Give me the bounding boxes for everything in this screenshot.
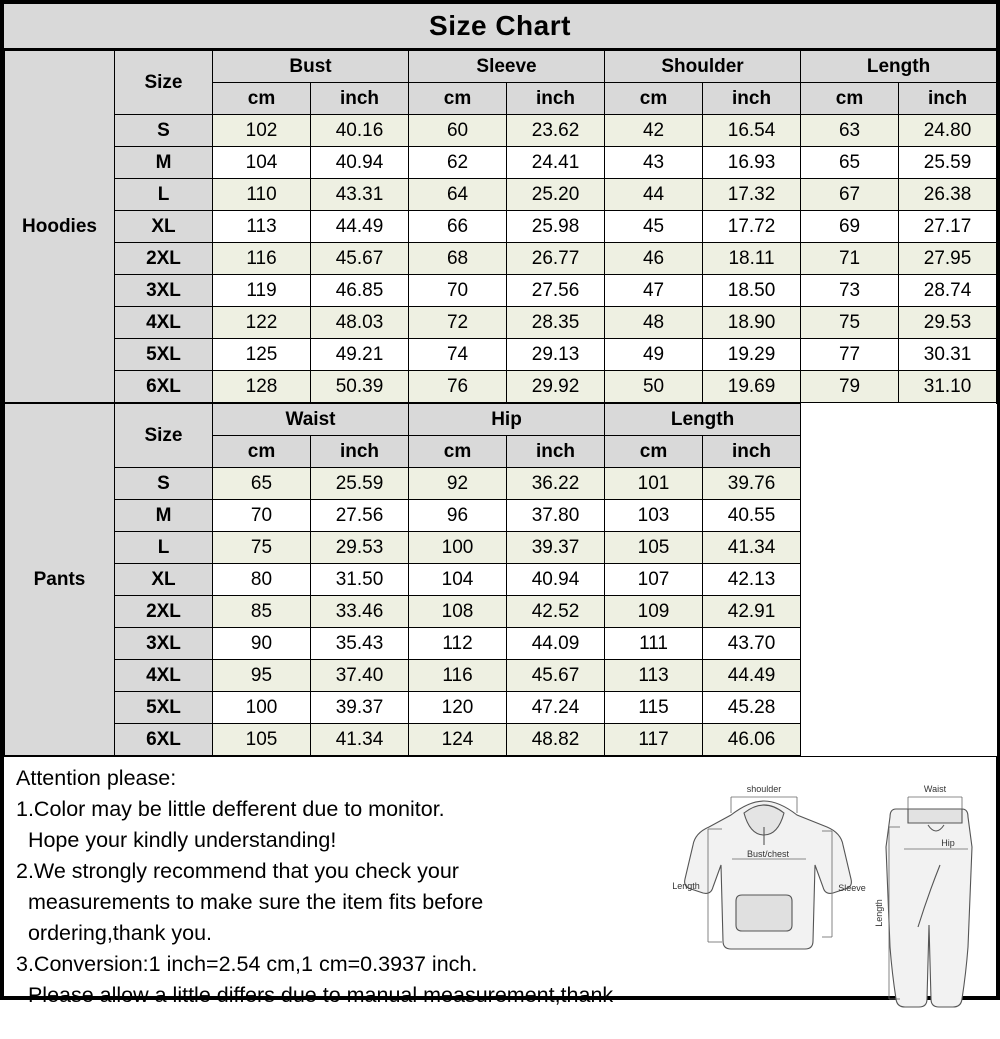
pants-header-row-1 xyxy=(5,404,997,436)
cell-value: 48 xyxy=(605,307,703,339)
cell-value: 41.34 xyxy=(703,532,801,564)
row-size: 4XL xyxy=(115,660,213,692)
pants-unit-length-inch: inch xyxy=(703,436,801,468)
cell-value: 116 xyxy=(213,243,311,275)
cell-value: 62 xyxy=(409,147,507,179)
cell-value: 17.32 xyxy=(703,179,801,211)
cell-value: 31.50 xyxy=(311,564,409,596)
cell-value: 46 xyxy=(605,243,703,275)
cell-value: 44.49 xyxy=(311,211,409,243)
cell-value: 27.56 xyxy=(507,275,605,307)
cell-value: 42.13 xyxy=(703,564,801,596)
cell-value: 73 xyxy=(801,275,899,307)
cell-value: 24.80 xyxy=(899,115,997,147)
pants-measure-hip: Hip xyxy=(409,404,605,436)
cell-value: 48.03 xyxy=(311,307,409,339)
cell-value: 43.31 xyxy=(311,179,409,211)
pants-empty-area xyxy=(801,404,997,756)
cell-value: 42 xyxy=(605,115,703,147)
cell-value: 103 xyxy=(605,500,703,532)
pants-table xyxy=(4,403,997,756)
cell-value: 65 xyxy=(801,147,899,179)
row-size: M xyxy=(115,147,213,179)
row-size: S xyxy=(115,468,213,500)
table-row xyxy=(5,211,997,243)
cell-value: 28.35 xyxy=(507,307,605,339)
cell-value: 105 xyxy=(213,724,311,756)
cell-value: 95 xyxy=(213,660,311,692)
cell-value: 40.16 xyxy=(311,115,409,147)
cell-value: 26.38 xyxy=(899,179,997,211)
table-row xyxy=(5,307,997,339)
cell-value: 124 xyxy=(409,724,507,756)
cell-value: 96 xyxy=(409,500,507,532)
hoodies-measure-shoulder: Shoulder xyxy=(605,51,801,83)
table-row xyxy=(5,115,997,147)
hoodies-size-header: Size xyxy=(115,51,213,115)
attention-section xyxy=(4,756,996,1039)
attention-heading: Attention please: xyxy=(16,766,177,790)
cell-value: 48.82 xyxy=(507,724,605,756)
cell-value: 27.95 xyxy=(899,243,997,275)
hoodies-unit-bust-inch: inch xyxy=(311,83,409,115)
cell-value: 29.13 xyxy=(507,339,605,371)
cell-value: 49.21 xyxy=(311,339,409,371)
cell-value: 16.54 xyxy=(703,115,801,147)
cell-value: 25.20 xyxy=(507,179,605,211)
cell-value: 42.52 xyxy=(507,596,605,628)
cell-value: 45.67 xyxy=(507,660,605,692)
cell-value: 110 xyxy=(213,179,311,211)
cell-value: 27.17 xyxy=(899,211,997,243)
cell-value: 104 xyxy=(409,564,507,596)
cell-value: 42.91 xyxy=(703,596,801,628)
label-hoodie-length: Length xyxy=(672,881,700,891)
row-size: 2XL xyxy=(115,596,213,628)
cell-value: 44.09 xyxy=(507,628,605,660)
pants-size-header: Size xyxy=(115,404,213,468)
label-waist: Waist xyxy=(923,784,947,794)
cell-value: 31.10 xyxy=(899,371,997,403)
cell-value: 117 xyxy=(605,724,703,756)
cell-value: 92 xyxy=(409,468,507,500)
cell-value: 36.22 xyxy=(507,468,605,500)
cell-value: 39.76 xyxy=(703,468,801,500)
cell-value: 100 xyxy=(213,692,311,724)
cell-value: 18.50 xyxy=(703,275,801,307)
cell-value: 107 xyxy=(605,564,703,596)
cell-value: 112 xyxy=(409,628,507,660)
cell-value: 72 xyxy=(409,307,507,339)
cell-value: 26.77 xyxy=(507,243,605,275)
hoodies-measure-length: Length xyxy=(801,51,997,83)
cell-value: 116 xyxy=(409,660,507,692)
cell-value: 18.90 xyxy=(703,307,801,339)
cell-value: 44.49 xyxy=(703,660,801,692)
cell-value: 18.11 xyxy=(703,243,801,275)
cell-value: 27.56 xyxy=(311,500,409,532)
cell-value: 19.69 xyxy=(703,371,801,403)
cell-value: 41.34 xyxy=(311,724,409,756)
cell-value: 35.43 xyxy=(311,628,409,660)
cell-value: 47 xyxy=(605,275,703,307)
row-size: XL xyxy=(115,564,213,596)
cell-value: 39.37 xyxy=(311,692,409,724)
attention-line-2: Hope your kindly understanding! xyxy=(16,828,337,852)
row-size: L xyxy=(115,179,213,211)
cell-value: 79 xyxy=(801,371,899,403)
cell-value: 16.93 xyxy=(703,147,801,179)
cell-value: 74 xyxy=(409,339,507,371)
cell-value: 75 xyxy=(801,307,899,339)
pants-measure-length: Length xyxy=(605,404,801,436)
cell-value: 44 xyxy=(605,179,703,211)
cell-value: 66 xyxy=(409,211,507,243)
hoodies-measure-sleeve: Sleeve xyxy=(409,51,605,83)
label-sleeve: Sleeve xyxy=(838,883,866,893)
category-label-pants: Pants xyxy=(5,404,115,756)
table-row xyxy=(5,371,997,403)
cell-value: 29.53 xyxy=(311,532,409,564)
figures-svg xyxy=(656,767,986,1029)
hoodies-unit-length-inch: inch xyxy=(899,83,997,115)
cell-value: 76 xyxy=(409,371,507,403)
label-hip: Hip xyxy=(941,838,955,848)
attention-line-3: 2.We strongly recommend that you check your xyxy=(16,859,459,883)
label-bust: Bust/chest xyxy=(746,849,790,859)
cell-value: 40.94 xyxy=(311,147,409,179)
cell-value: 28.74 xyxy=(899,275,997,307)
cell-value: 80 xyxy=(213,564,311,596)
cell-value: 43 xyxy=(605,147,703,179)
cell-value: 122 xyxy=(213,307,311,339)
cell-value: 60 xyxy=(409,115,507,147)
attention-line-7: Please allow a little differs due to manual measurement,thank xyxy=(16,983,614,1007)
cell-value: 25.98 xyxy=(507,211,605,243)
hoodies-unit-length-cm: cm xyxy=(801,83,899,115)
cell-value: 50 xyxy=(605,371,703,403)
chart-title-bar xyxy=(4,4,996,50)
cell-value: 37.80 xyxy=(507,500,605,532)
category-label-hoodies: Hoodies xyxy=(5,51,115,403)
cell-value: 109 xyxy=(605,596,703,628)
cell-value: 68 xyxy=(409,243,507,275)
cell-value: 29.92 xyxy=(507,371,605,403)
cell-value: 37.40 xyxy=(311,660,409,692)
cell-value: 25.59 xyxy=(899,147,997,179)
cell-value: 120 xyxy=(409,692,507,724)
attention-line-6: 3.Conversion:1 inch=2.54 cm,1 cm=0.3937 inch. xyxy=(16,952,478,976)
hoodies-header-row-1 xyxy=(5,51,997,83)
cell-value: 67 xyxy=(801,179,899,211)
cell-value: 46.85 xyxy=(311,275,409,307)
cell-value: 24.41 xyxy=(507,147,605,179)
pants-unit-waist-cm: cm xyxy=(213,436,311,468)
row-size: L xyxy=(115,532,213,564)
hoodies-unit-shoulder-inch: inch xyxy=(703,83,801,115)
pants-unit-hip-cm: cm xyxy=(409,436,507,468)
cell-value: 40.55 xyxy=(703,500,801,532)
hoodies-measure-bust: Bust xyxy=(213,51,409,83)
cell-value: 45.28 xyxy=(703,692,801,724)
cell-value: 50.39 xyxy=(311,371,409,403)
attention-line-4: measurements to make sure the item fits before xyxy=(16,890,484,914)
cell-value: 90 xyxy=(213,628,311,660)
row-size: S xyxy=(115,115,213,147)
cell-value: 46.06 xyxy=(703,724,801,756)
cell-value: 25.59 xyxy=(311,468,409,500)
hoodie-figure xyxy=(685,801,852,949)
attention-text xyxy=(16,763,656,1011)
cell-value: 113 xyxy=(213,211,311,243)
cell-value: 63 xyxy=(801,115,899,147)
cell-value: 29.53 xyxy=(899,307,997,339)
row-size: 3XL xyxy=(115,275,213,307)
pants-unit-waist-inch: inch xyxy=(311,436,409,468)
cell-value: 45 xyxy=(605,211,703,243)
row-size: 6XL xyxy=(115,371,213,403)
hoodies-table xyxy=(4,50,997,403)
hoodies-unit-shoulder-cm: cm xyxy=(605,83,703,115)
cell-value: 108 xyxy=(409,596,507,628)
pants-measure-waist: Waist xyxy=(213,404,409,436)
label-pants-length: Length xyxy=(874,899,884,927)
cell-value: 17.72 xyxy=(703,211,801,243)
table-row xyxy=(5,179,997,211)
cell-value: 77 xyxy=(801,339,899,371)
cell-value: 71 xyxy=(801,243,899,275)
table-row xyxy=(5,275,997,307)
hoodies-unit-bust-cm: cm xyxy=(213,83,311,115)
cell-value: 40.94 xyxy=(507,564,605,596)
hoodies-unit-sleeve-inch: inch xyxy=(507,83,605,115)
row-size: 3XL xyxy=(115,628,213,660)
cell-value: 128 xyxy=(213,371,311,403)
cell-value: 115 xyxy=(605,692,703,724)
row-size: XL xyxy=(115,211,213,243)
cell-value: 70 xyxy=(409,275,507,307)
row-size: 2XL xyxy=(115,243,213,275)
cell-value: 113 xyxy=(605,660,703,692)
row-size: 5XL xyxy=(115,339,213,371)
cell-value: 23.62 xyxy=(507,115,605,147)
cell-value: 100 xyxy=(409,532,507,564)
cell-value: 101 xyxy=(605,468,703,500)
row-size: 6XL xyxy=(115,724,213,756)
pants-unit-hip-inch: inch xyxy=(507,436,605,468)
table-row xyxy=(5,339,997,371)
cell-value: 33.46 xyxy=(311,596,409,628)
cell-value: 47.24 xyxy=(507,692,605,724)
pants-unit-length-cm: cm xyxy=(605,436,703,468)
attention-line-1: 1.Color may be little defferent due to monitor. xyxy=(16,797,445,821)
cell-value: 111 xyxy=(605,628,703,660)
cell-value: 69 xyxy=(801,211,899,243)
cell-value: 45.67 xyxy=(311,243,409,275)
cell-value: 43.70 xyxy=(703,628,801,660)
cell-value: 19.29 xyxy=(703,339,801,371)
cell-value: 119 xyxy=(213,275,311,307)
row-size: 4XL xyxy=(115,307,213,339)
cell-value: 65 xyxy=(213,468,311,500)
cell-value: 70 xyxy=(213,500,311,532)
cell-value: 75 xyxy=(213,532,311,564)
pants-figure xyxy=(886,809,972,1007)
cell-value: 49 xyxy=(605,339,703,371)
cell-value: 125 xyxy=(213,339,311,371)
cell-value: 64 xyxy=(409,179,507,211)
label-shoulder: shoulder xyxy=(746,784,782,794)
row-size: M xyxy=(115,500,213,532)
table-row xyxy=(5,147,997,179)
cell-value: 105 xyxy=(605,532,703,564)
measurement-figures xyxy=(656,767,986,1029)
row-size: 5XL xyxy=(115,692,213,724)
cell-value: 104 xyxy=(213,147,311,179)
table-row xyxy=(5,243,997,275)
cell-value: 102 xyxy=(213,115,311,147)
cell-value: 30.31 xyxy=(899,339,997,371)
cell-value: 85 xyxy=(213,596,311,628)
page-title: Size Chart xyxy=(429,10,571,41)
cell-value: 39.37 xyxy=(507,532,605,564)
attention-line-5: ordering,thank you. xyxy=(16,921,213,945)
hoodies-unit-sleeve-cm: cm xyxy=(409,83,507,115)
